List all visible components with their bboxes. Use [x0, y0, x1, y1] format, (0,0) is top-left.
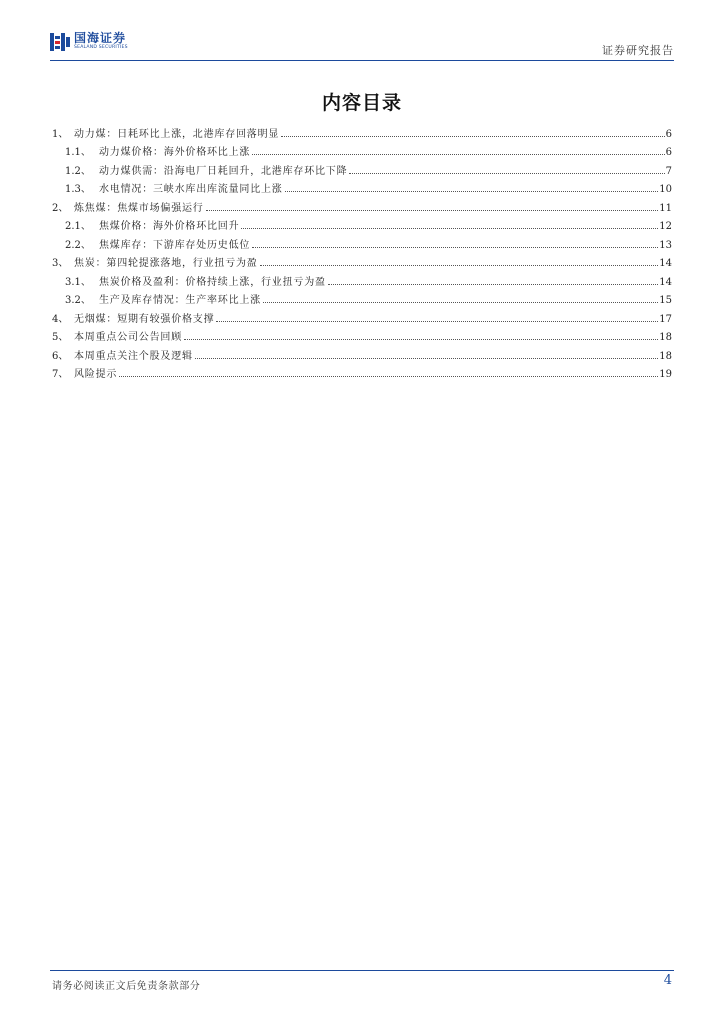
toc-entry-number: 3.1、: [65, 276, 91, 288]
toc-entry[interactable]: [52, 232, 672, 251]
toc-entry-page: 17: [659, 313, 672, 325]
toc-leader-dots: [281, 136, 664, 137]
toc-entry-title: 炼焦煤：焦煤市场偏强运行: [74, 202, 204, 214]
sealand-logo: [50, 32, 128, 51]
toc-leader-dots: [252, 247, 658, 248]
toc-entry-title: 本周重点关注个股及逻辑: [74, 350, 193, 362]
toc-entry-page: 19: [659, 369, 672, 380]
toc-entry-title: 本周重点公司公告回顾: [74, 332, 182, 343]
toc-entry[interactable]: [52, 288, 672, 307]
footer-disclaimer: 请务必阅读正文后免责条款部分: [52, 981, 201, 992]
toc-entry[interactable]: [52, 140, 672, 159]
toc-entry-title: 焦炭价格及盈利：价格持续上涨，行业扭亏为盈: [99, 276, 326, 288]
toc-entry-number: 1.1、: [65, 147, 91, 158]
toc-entry-number: 3、: [52, 258, 69, 269]
sealand-logo-icon: [50, 33, 70, 51]
logo-cn-text: 国海证券: [74, 31, 127, 45]
toc-entry[interactable]: [52, 362, 672, 381]
table-of-contents: [52, 121, 672, 380]
toc-title: 内容目录: [321, 92, 402, 114]
toc-entry-number: 1.3、: [65, 184, 91, 195]
toc-entry-number: 1.2、: [65, 165, 91, 177]
toc-entry-title: 焦炭：第四轮提涨落地，行业扭亏为盈: [74, 258, 258, 269]
footer-divider: [50, 970, 674, 971]
toc-leader-dots: [195, 358, 658, 359]
toc-entry-page: 6: [665, 147, 672, 158]
report-type-label: 证券研究报告: [602, 44, 674, 57]
toc-entry-page: 10: [659, 184, 672, 195]
toc-entry[interactable]: [52, 195, 672, 214]
toc-entry-number: 2.1、: [65, 221, 91, 232]
toc-leader-dots: [241, 228, 658, 229]
toc-entry[interactable]: [52, 177, 672, 196]
toc-entry-number: 7、: [52, 369, 69, 380]
toc-entry[interactable]: [52, 214, 672, 233]
page-number: 4: [663, 973, 672, 988]
toc-leader-dots: [349, 173, 664, 174]
toc-leader-dots: [216, 321, 658, 322]
toc-entry-page: 18: [659, 332, 672, 343]
toc-entry-page: 14: [659, 258, 672, 269]
toc-entry-title: 动力煤：日耗环比上涨，北港库存回落明显: [74, 128, 280, 140]
toc-leader-dots: [285, 191, 659, 192]
page-header: [50, 30, 674, 61]
toc-entry-page: 7: [665, 165, 672, 177]
toc-entry[interactable]: [52, 121, 672, 140]
toc-entry-number: 2.2、: [65, 239, 91, 251]
toc-entry-title: 焦煤库存：下游库存处历史低位: [99, 239, 251, 251]
toc-entry[interactable]: [52, 343, 672, 362]
toc-entry-number: 1、: [52, 128, 69, 140]
toc-entry-page: 14: [659, 276, 672, 288]
toc-leader-dots: [206, 210, 659, 211]
toc-entry-title: 生产及库存情况：生产率环比上涨: [99, 295, 261, 306]
toc-entry-number: 3.2、: [65, 295, 91, 306]
toc-entry-title: 水电情况：三峡水库出库流量同比上涨: [99, 184, 283, 195]
toc-entry-page: 18: [659, 350, 672, 362]
toc-leader-dots: [328, 284, 658, 285]
toc-entry-page: 13: [659, 239, 672, 251]
toc-entry-title: 无烟煤：短期有较强价格支撑: [74, 313, 215, 325]
logo-en-text: SEALAND SECURITIES: [74, 45, 128, 50]
toc-leader-dots: [263, 302, 658, 303]
toc-entry-title: 动力煤价格：海外价格环比上涨: [99, 147, 251, 158]
toc-entry-title: 风险提示: [74, 369, 118, 380]
toc-entry[interactable]: [52, 158, 672, 177]
toc-leader-dots: [252, 154, 664, 155]
toc-entry-page: 6: [665, 128, 672, 140]
toc-entry[interactable]: [52, 306, 672, 325]
toc-entry-number: 5、: [52, 332, 69, 343]
toc-entry-number: 4、: [52, 313, 69, 325]
toc-entry-number: 6、: [52, 350, 69, 362]
toc-leader-dots: [119, 376, 658, 377]
toc-entry[interactable]: [52, 325, 672, 344]
toc-entry-page: 12: [659, 221, 672, 232]
toc-entry[interactable]: [52, 269, 672, 288]
toc-leader-dots: [260, 265, 659, 266]
toc-entry-page: 15: [659, 295, 672, 306]
toc-entry-page: 11: [659, 202, 672, 214]
toc-entry[interactable]: [52, 251, 672, 270]
toc-entry-number: 2、: [52, 202, 69, 214]
toc-leader-dots: [184, 339, 658, 340]
toc-entry-title: 焦煤价格：海外价格环比回升: [99, 221, 240, 232]
toc-entry-title: 动力煤供需：沿海电厂日耗回升，北港库存环比下降: [99, 165, 348, 177]
